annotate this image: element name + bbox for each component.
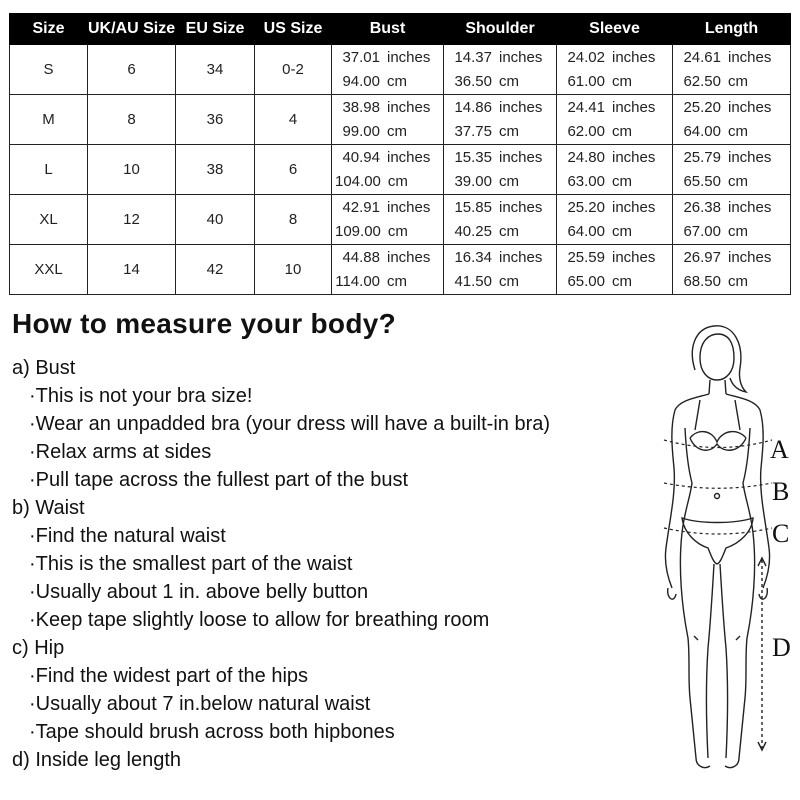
sleeve-value: 61.00 [567, 72, 605, 90]
unit-label: cm [612, 72, 632, 90]
header-size: Size [10, 14, 88, 45]
unit-label: cm [499, 122, 519, 140]
sleeve-value: 64.00 [567, 222, 605, 240]
label-c: C [772, 519, 790, 548]
length-inches-line [673, 196, 790, 220]
bust-inches-line [332, 246, 443, 270]
measure-instructions [12, 354, 652, 774]
body-measurement-figure [640, 318, 798, 780]
header-length: Length [673, 14, 791, 45]
section-title: d) Inside leg length [12, 749, 182, 771]
sleeve-value: 25.59 [567, 248, 605, 266]
sleeve-value: 24.41 [567, 98, 605, 116]
bust-inches-line [332, 146, 443, 170]
sleeve-cell [557, 245, 673, 295]
length-cm-line [673, 220, 790, 244]
instruction-item: ·Relax arms at sides [29, 441, 212, 463]
shoulder-inches-line [444, 46, 556, 70]
sleeve-inches-line [557, 146, 672, 170]
shoulder-cell [444, 145, 557, 195]
shoulder-cell [444, 95, 557, 145]
us-size-cell: 10 [255, 245, 332, 295]
shoulder-value: 37.75 [454, 122, 492, 140]
unit-label: inches [728, 248, 772, 266]
figure-body-right [743, 428, 753, 533]
bust-value: 37.01 [342, 48, 380, 66]
shoulder-inches-line [444, 96, 556, 120]
length-cm-line [673, 70, 790, 94]
figure-knees [694, 636, 740, 640]
length-cm-line [673, 270, 790, 294]
shoulder-value: 16.34 [454, 248, 492, 266]
us-size-cell: 4 [255, 95, 332, 145]
sleeve-cm-line [557, 170, 672, 194]
figure-body-left [682, 428, 692, 533]
header-bust: Bust [332, 14, 444, 45]
size-cell: L [10, 145, 88, 195]
unit-label: inches [612, 98, 656, 116]
shoulder-inches-line [444, 196, 556, 220]
table-row [10, 245, 791, 295]
bust-inches-line [332, 196, 443, 220]
unit-label: inches [728, 198, 772, 216]
length-cm-line [673, 170, 790, 194]
waist-line [664, 483, 772, 488]
bust-cell [332, 195, 444, 245]
size-chart-table [9, 13, 791, 295]
unit-label: cm [612, 222, 632, 240]
sleeve-cm-line [557, 270, 672, 294]
sleeve-cell [557, 95, 673, 145]
unit-label: inches [499, 98, 543, 116]
shoulder-cm-line [444, 120, 556, 144]
length-value: 68.50 [683, 272, 721, 290]
unit-label: inches [387, 48, 431, 66]
bust-value: 40.94 [342, 148, 380, 166]
header-sleeve: Sleeve [557, 14, 673, 45]
sleeve-cm-line [557, 120, 672, 144]
instruction-item: ·This is not your bra size! [29, 385, 253, 407]
bust-inches-line [332, 96, 443, 120]
length-value: 25.79 [683, 148, 721, 166]
length-inches-line [673, 246, 790, 270]
figure-head [700, 334, 734, 380]
table-header-row [10, 14, 791, 45]
bust-value: 114.00 [335, 272, 380, 290]
table-row [10, 145, 791, 195]
size-cell: S [10, 45, 88, 95]
instruction-item: ·Usually about 1 in. above belly button [29, 581, 369, 603]
figure-hands [668, 588, 768, 599]
instruction-item: ·Usually about 7 in.below natural waist [29, 693, 371, 715]
unit-label: inches [728, 48, 772, 66]
label-d: D [772, 633, 791, 662]
instruction-item: ·Pull tape across the fullest part of the bust [29, 469, 409, 491]
bust-cell [332, 245, 444, 295]
unit-label: inches [612, 248, 656, 266]
sleeve-cell [557, 195, 673, 245]
unit-label: cm [728, 72, 748, 90]
figure-leg-left [680, 533, 710, 768]
bust-cm-line [332, 220, 443, 244]
unit-label: cm [612, 122, 632, 140]
table-row [10, 45, 791, 95]
unit-label: cm [387, 122, 407, 140]
length-value: 64.00 [683, 122, 721, 140]
shoulder-value: 36.50 [454, 72, 492, 90]
sleeve-value: 24.02 [567, 48, 605, 66]
unit-label: inches [387, 98, 431, 116]
unit-label: inches [387, 198, 431, 216]
shoulder-cell [444, 245, 557, 295]
sleeve-value: 24.80 [567, 148, 605, 166]
sleeve-cm-line [557, 220, 672, 244]
size-cell: M [10, 95, 88, 145]
sleeve-value: 63.00 [567, 172, 605, 190]
bust-cell [332, 145, 444, 195]
unit-label: cm [387, 172, 408, 190]
unit-label: cm [499, 172, 519, 190]
unit-label: cm [728, 272, 748, 290]
header-eu-size: EU Size [176, 14, 255, 45]
instruction-item: ·This is the smallest part of the waist [29, 553, 353, 575]
length-value: 25.20 [683, 98, 721, 116]
unit-label: cm [612, 172, 632, 190]
unit-label: inches [612, 48, 656, 66]
us-size-cell: 0-2 [255, 45, 332, 95]
length-cell [673, 145, 791, 195]
instruction-item: ·Keep tape slightly loose to allow for breathing room [29, 609, 490, 631]
bust-inches-line [332, 46, 443, 70]
length-value: 26.97 [683, 248, 721, 266]
figure-torso-left [665, 394, 709, 588]
eu-size-cell: 40 [176, 195, 255, 245]
bust-value: 44.88 [342, 248, 380, 266]
sleeve-cell [557, 145, 673, 195]
unit-label: inches [612, 198, 656, 216]
unit-label: inches [728, 98, 772, 116]
length-cell [673, 245, 791, 295]
sleeve-cell [557, 45, 673, 95]
uk-au-size-cell: 14 [88, 245, 176, 295]
header-shoulder: Shoulder [444, 14, 557, 45]
uk-au-size-cell: 12 [88, 195, 176, 245]
unit-label: inches [728, 148, 772, 166]
bust-value: 94.00 [342, 72, 380, 90]
eu-size-cell: 42 [176, 245, 255, 295]
unit-label: cm [728, 122, 748, 140]
eu-size-cell: 38 [176, 145, 255, 195]
uk-au-size-cell: 6 [88, 45, 176, 95]
bust-value: 99.00 [342, 122, 380, 140]
figure-leg-right [725, 533, 755, 768]
measurement-lines [664, 440, 772, 534]
figure-bra-straps [695, 400, 740, 430]
length-cm-line [673, 120, 790, 144]
uk-au-size-cell: 8 [88, 95, 176, 145]
sleeve-value: 65.00 [567, 272, 605, 290]
eu-size-cell: 34 [176, 45, 255, 95]
length-inches-line [673, 96, 790, 120]
unit-label: cm [499, 222, 519, 240]
unit-label: cm [387, 72, 407, 90]
bust-value: 38.98 [342, 98, 380, 116]
unit-label: inches [499, 148, 543, 166]
label-b: B [772, 477, 790, 506]
section-title: c) Hip [12, 637, 65, 659]
unit-label: inches [499, 248, 543, 266]
sleeve-inches-line [557, 46, 672, 70]
instruction-item: ·Wear an unpadded bra (your dress will have a built-in bra) [29, 413, 551, 435]
bust-value: 109.00 [335, 222, 381, 240]
unit-label: cm [387, 272, 407, 290]
shoulder-cm-line [444, 70, 556, 94]
hip-line [664, 528, 772, 534]
shoulder-inches-line [444, 246, 556, 270]
figure-neck [709, 380, 726, 394]
shoulder-cm-line [444, 270, 556, 294]
sleeve-value: 62.00 [567, 122, 605, 140]
unit-label: cm [612, 272, 632, 290]
unit-label: inches [499, 198, 543, 216]
shoulder-value: 40.25 [454, 222, 492, 240]
us-size-cell: 6 [255, 145, 332, 195]
shoulder-value: 14.37 [454, 48, 492, 66]
bust-value: 104.00 [335, 172, 381, 190]
length-value: 67.00 [683, 222, 721, 240]
shoulder-cm-line [444, 220, 556, 244]
unit-label: cm [387, 222, 408, 240]
unit-label: inches [387, 148, 431, 166]
length-cell [673, 195, 791, 245]
length-cell [673, 95, 791, 145]
shoulder-value: 14.86 [454, 98, 492, 116]
sleeve-value: 25.20 [567, 198, 605, 216]
unit-label: cm [728, 222, 748, 240]
sleeve-inches-line [557, 246, 672, 270]
shoulder-value: 15.85 [454, 198, 492, 216]
label-a: A [770, 435, 789, 464]
shoulder-cm-line [444, 170, 556, 194]
figure-inner-leg-right [720, 564, 728, 758]
length-value: 24.61 [683, 48, 721, 66]
bust-cm-line [332, 170, 443, 194]
bust-cm-line [332, 70, 443, 94]
unit-label: cm [499, 72, 519, 90]
bust-cm-line [332, 120, 443, 144]
figure-navel [715, 494, 720, 499]
bust-value: 42.91 [342, 198, 380, 216]
table-row [10, 95, 791, 145]
length-value: 65.50 [683, 172, 721, 190]
shoulder-value: 41.50 [454, 272, 492, 290]
header-us-size: US Size [255, 14, 332, 45]
length-value: 62.50 [683, 72, 721, 90]
section-title: a) Bust [12, 357, 76, 379]
figure-briefs [682, 518, 753, 564]
bust-cm-line [332, 270, 443, 294]
table-row [10, 195, 791, 245]
measure-guide-heading: How to measure your body? [12, 308, 396, 339]
eu-size-cell: 36 [176, 95, 255, 145]
shoulder-cell [444, 195, 557, 245]
table-body [10, 45, 791, 295]
shoulder-value: 15.35 [454, 148, 492, 166]
sleeve-cm-line [557, 70, 672, 94]
length-inches-line [673, 46, 790, 70]
unit-label: cm [499, 272, 519, 290]
size-cell: XL [10, 195, 88, 245]
unit-label: inches [612, 148, 656, 166]
shoulder-cell [444, 45, 557, 95]
section-title: b) Waist [12, 497, 85, 519]
shoulder-inches-line [444, 146, 556, 170]
instruction-item: ·Find the widest part of the hips [29, 665, 309, 687]
sleeve-inches-line [557, 96, 672, 120]
unit-label: cm [728, 172, 748, 190]
shoulder-value: 39.00 [454, 172, 492, 190]
bust-cell [332, 45, 444, 95]
unit-label: inches [387, 248, 431, 266]
header-uk-au-size: UK/AU Size [88, 14, 176, 45]
length-cell [673, 45, 791, 95]
figure-inner-leg-left [707, 564, 715, 758]
unit-label: inches [499, 48, 543, 66]
instruction-item: ·Find the natural waist [29, 525, 226, 547]
size-cell: XXL [10, 245, 88, 295]
instruction-item: ·Tape should brush across both hipbones [29, 721, 395, 743]
uk-au-size-cell: 10 [88, 145, 176, 195]
us-size-cell: 8 [255, 195, 332, 245]
sleeve-inches-line [557, 196, 672, 220]
length-value: 26.38 [683, 198, 721, 216]
length-inches-line [673, 146, 790, 170]
bust-cell [332, 95, 444, 145]
